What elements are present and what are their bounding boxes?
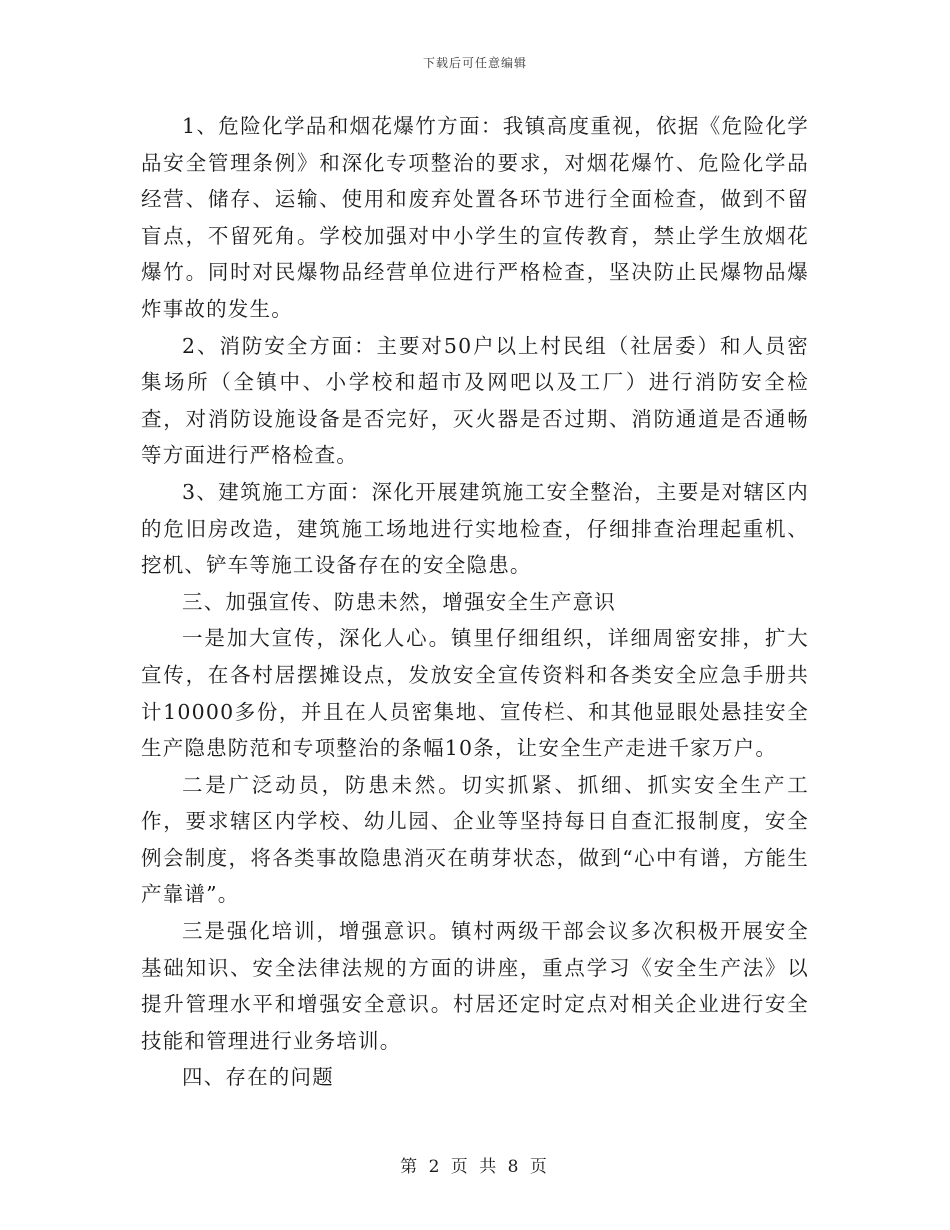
paragraph-construction: 3、建筑施工方面：深化开展建筑施工安全整治，主要是对辖区内的危旧房改造，建筑施工场地进行实地检查，仔细排查治理起重机、挖机、铲车等施工设备存在的安全隐患。 [141, 479, 809, 578]
paragraph-training: 三是强化培训，增强意识。镇村两级干部会议多次积极开展安全基础知识、安全法律法规的方面的讲座，重点学习《安全生产法》以提升管理水平和增强安全意识。村居还定时定点对相关企业进行安全技能和管理进行业务培训。 [141, 919, 809, 1053]
paragraph-mobilization: 二是广泛动员，防患未然。切实抓紧、抓细、抓实安全生产工作，要求辖区内学校、幼儿园、企业等坚持每日自查汇报制度，安全例会制度，将各类事故隐患消灭在萌芽状态，做到“心中有谱，方能生产靠谱”。 [141, 772, 809, 907]
paragraph-fire-safety: 2、消防安全方面：主要对50户以上村民组（社居委）和人员密集场所（全镇中、小学校和超市及网吧以及工厂）进行消防安全检查，对消防设施设备是否完好，灭火器是否过期、消防通道是否通畅等方面进行严格检查。 [141, 333, 809, 468]
section-heading-problems: 四、存在的问题 [182, 1065, 334, 1090]
paragraph-publicity: 一是加大宣传，深化人心。镇里仔细组织，详细周密安排，扩大宣传，在各村居摆摊设点，发放安全宣传资料和各类安全应急手册共计10000多份，并且在人员密集地、宣传栏、和其他显眼处悬挂安全生产隐患防范和专项整治的条幅10条，让安全生产走进千家万户。 [141, 626, 809, 761]
document-body [141, 108, 809, 1096]
section-heading-publicity: 三、加强宣传、防患未然，增强安全生产意识 [182, 589, 616, 614]
download-note: 下载后可任意编辑 [422, 56, 527, 70]
paragraph-hazardous-chemicals: 1、危险化学品和烟花爆竹方面：我镇高度重视，依据《危险化学品安全管理条例》和深化专项整治的要求，对烟花爆竹、危险化学品经营、储存、运输、使用和废弃处置各环节进行全面检查，做到不留盲点，不留死角。学校加强对中小学生的宣传教育，禁止学生放烟花爆竹。同时对民爆物品经营单位进行严格检查，坚决防止民爆物品爆炸事故的发生。 [141, 114, 809, 321]
page-number: 第 2 页 共 8 页 [400, 1157, 550, 1177]
